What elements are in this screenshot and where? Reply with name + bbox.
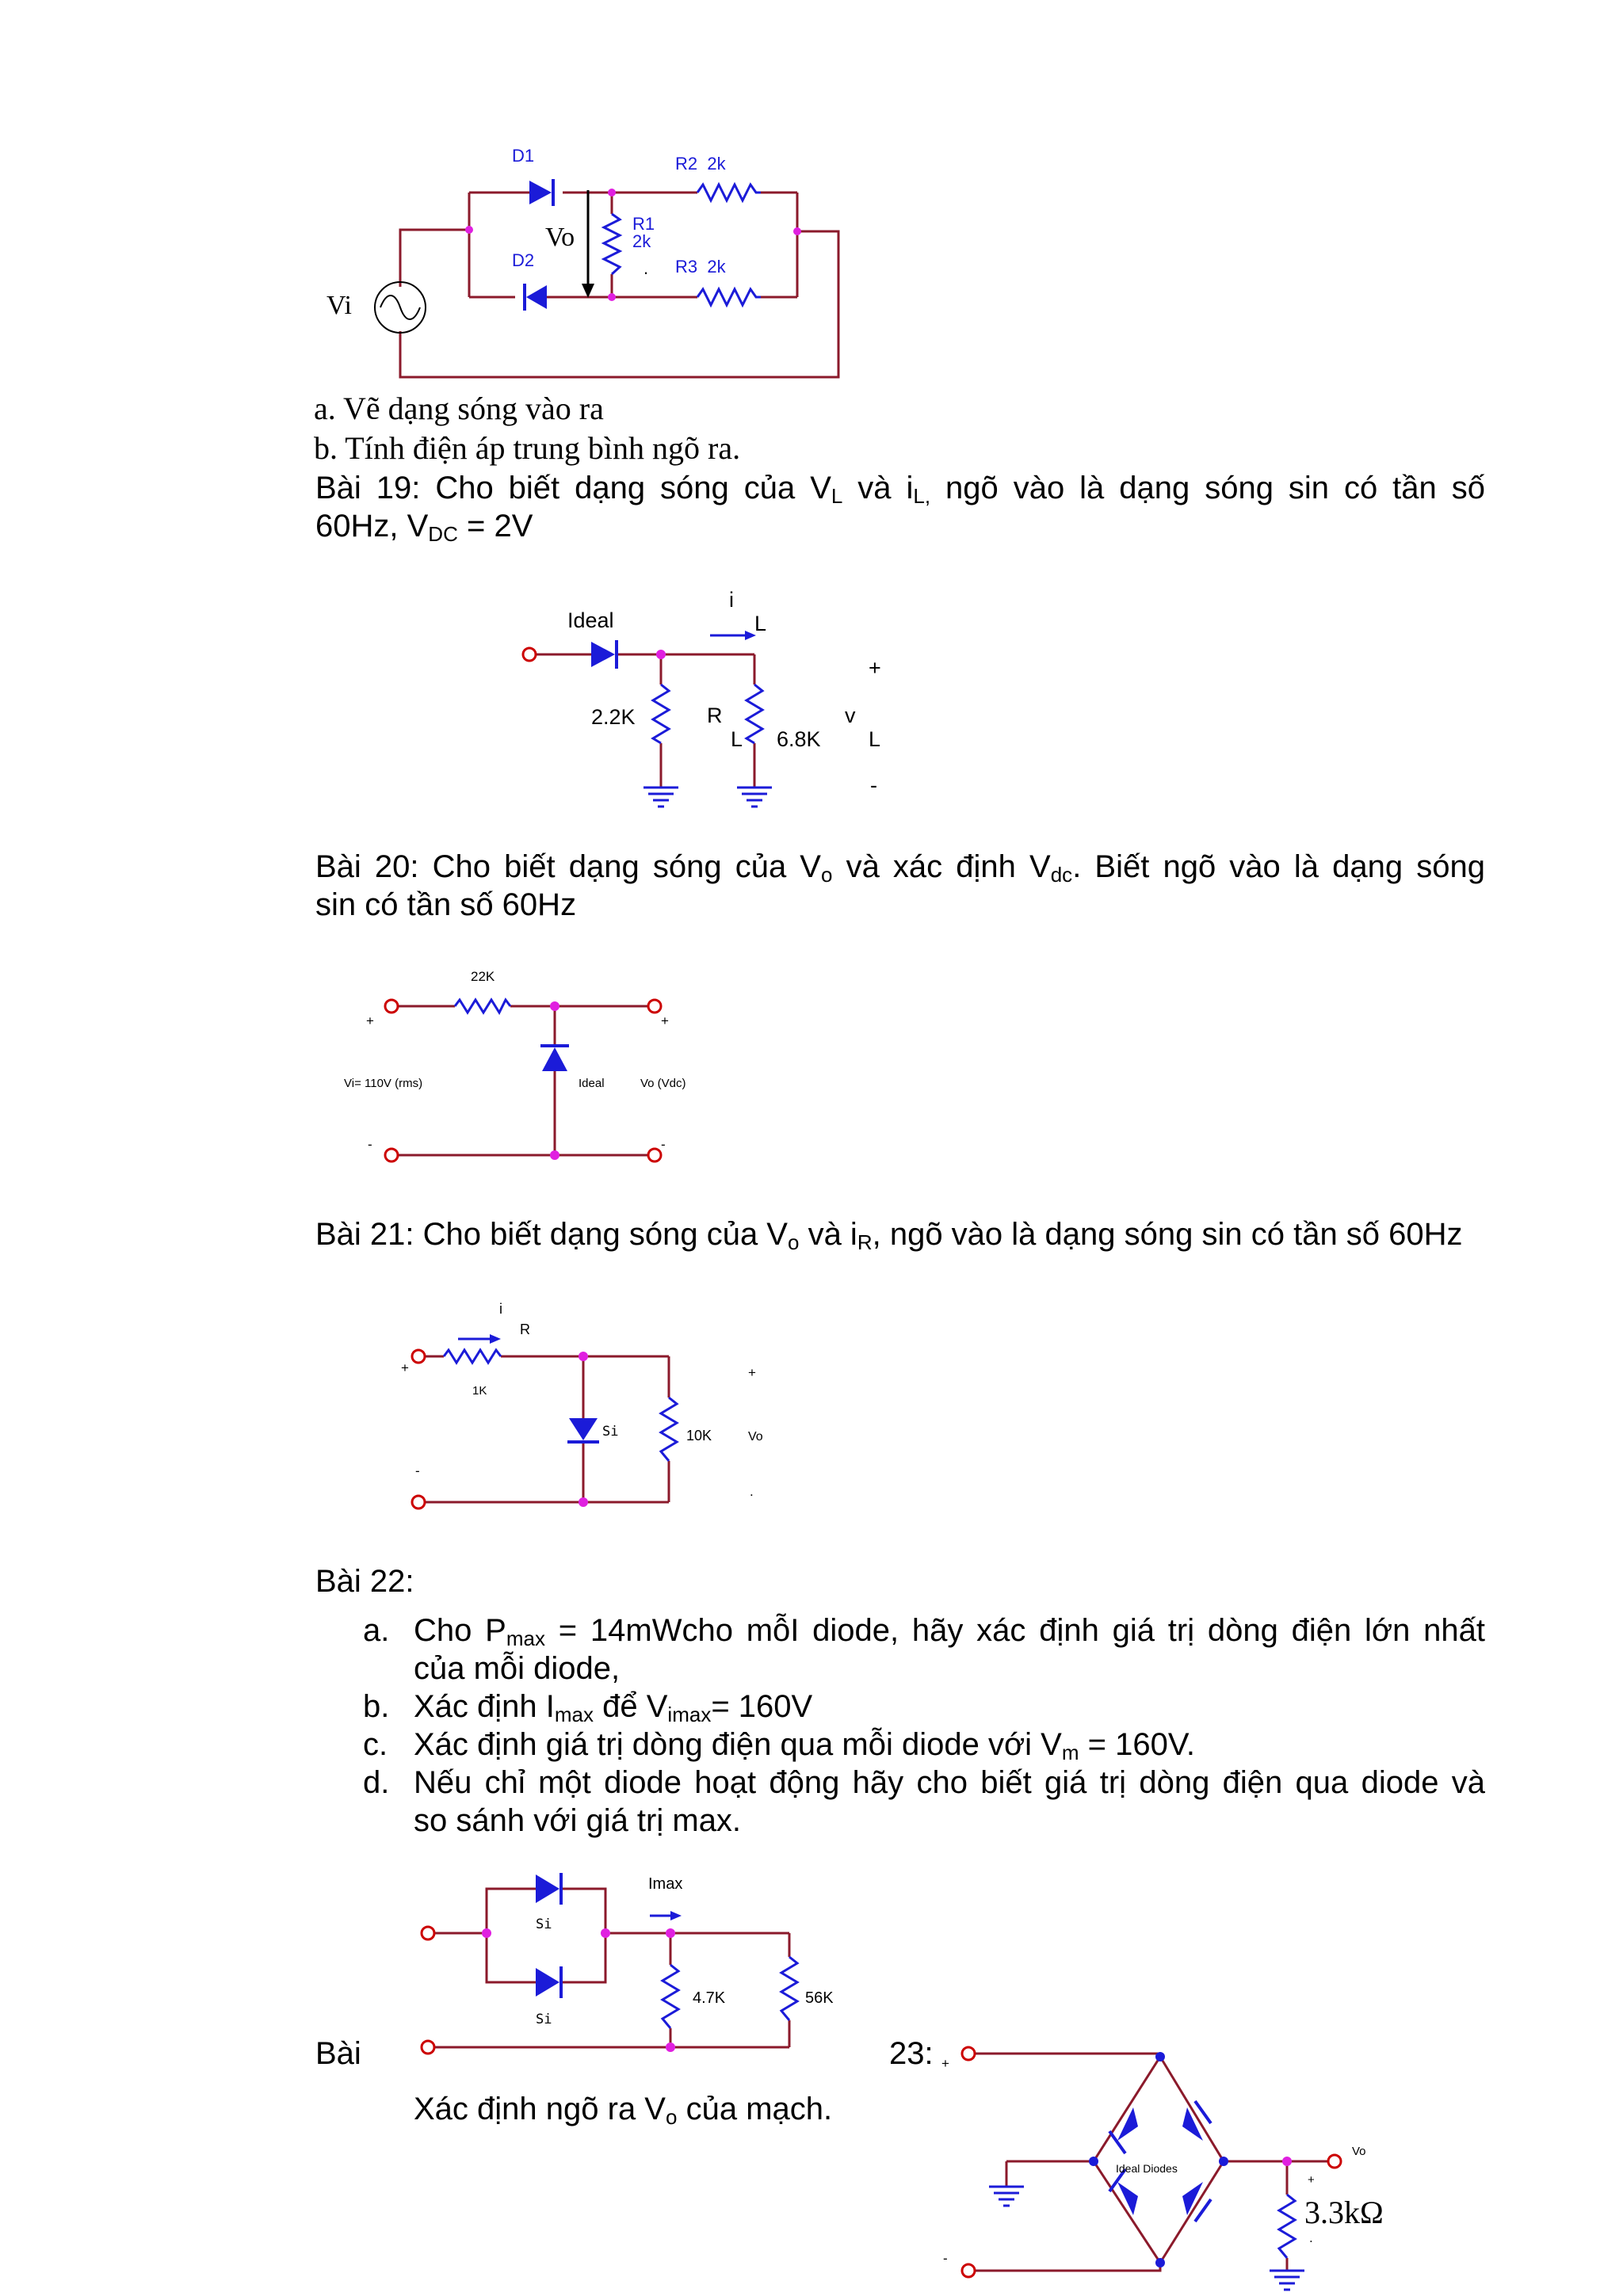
imax-label: Imax — [648, 1875, 683, 1893]
d1-label: D1 — [512, 146, 535, 166]
il-l-label: L — [754, 612, 767, 635]
ideal-label: Ideal — [567, 608, 614, 632]
r1-dot: . — [643, 258, 649, 278]
bai19-line1: Bài 19: Cho biết dạng sóng của $V_L$ và $i_{L,}$ ngõ vào là dạng sóng sin có tần số — [315, 471, 1485, 508]
d2-label: D2 — [512, 250, 535, 270]
bai22-item-a-label: a. — [363, 1613, 390, 1648]
il-i-label: i — [729, 588, 734, 612]
ir-r-label: R — [520, 1322, 530, 1337]
bai22-item-c: Xác định giá trị dòng điện qua mỗi diode với $V_m = 160V$. — [414, 1727, 1195, 1764]
bai23-text: Xác định ngõ ra $V_o$ của mạch. — [414, 2092, 833, 2129]
bai22-item-d: Nếu chỉ một diode hoạt động hãy cho biết giá trị dòng điện qua diode và — [414, 1765, 1485, 1800]
bridge-diode-icon-1 — [1117, 2107, 1138, 2141]
bai20-line2: sin có tần số 60Hz — [315, 887, 577, 922]
r2-label: R2 2k — [675, 154, 726, 174]
bai23-out-dot: . — [1309, 2230, 1313, 2245]
bridge-diode-icon-3 — [1117, 2182, 1138, 2215]
vl-plus: + — [869, 656, 881, 680]
bai22-item-d-label: d. — [363, 1765, 390, 1800]
out-dot: . — [750, 1484, 754, 1499]
vl-minus: - — [870, 773, 877, 797]
in-plus-2: + — [401, 1360, 409, 1375]
r1-label: R1 — [632, 214, 655, 234]
bai19-line2: 60Hz, $V_{DC} = 2V$ — [315, 509, 533, 546]
bai22-title: Bài 22: — [315, 1564, 414, 1599]
r1-value: 2k — [632, 231, 651, 251]
in-minus-2: - — [415, 1463, 420, 1478]
r1k-label: 1K — [472, 1384, 487, 1398]
out-plus-2: + — [748, 1365, 756, 1380]
in-minus: - — [368, 1137, 372, 1152]
out-plus: + — [661, 1013, 669, 1028]
bai22-item-a: Cho $P_{max}$ = 14mWcho mỗI diode, hãy xác định giá trị dòng điện lớn nhất — [414, 1613, 1485, 1650]
ideal-label-2: Ideal — [579, 1077, 605, 1090]
bai22-item-b-label: b. — [363, 1689, 390, 1724]
vi-rms-label: Vi= 110V (rms) — [344, 1077, 423, 1090]
circuit1-text-a: a. Vẽ dạng sóng vào ra — [314, 391, 604, 426]
out-minus: - — [661, 1137, 666, 1152]
bai22-item-a-line2: của mỗi diode, — [414, 1651, 621, 1686]
in-plus: + — [366, 1013, 374, 1028]
ir-i-label: i — [499, 1301, 502, 1317]
rl-l-label: L — [731, 727, 743, 751]
vl-v-label: v — [845, 704, 856, 727]
bai22-item-c-label: c. — [363, 1727, 388, 1762]
si-label: Si — [602, 1424, 619, 1440]
bai23-minus: - — [943, 2251, 948, 2266]
vl-l-label: L — [869, 727, 881, 751]
vo-label-2: Vo — [748, 1430, 763, 1444]
si-label-2: Si — [536, 2012, 552, 2027]
r22-label: 2.2K — [591, 705, 636, 729]
r10k-label: 10K — [686, 1428, 712, 1444]
vo-vdc-label: Vo (Vdc) — [640, 1077, 686, 1090]
bai20-line1: Bài 20: Cho biết dạng sóng của $V_o$ và xác định $V_{dc}$. Biết ngõ vào là dạng sóng — [315, 849, 1485, 887]
r68-label: 6.8K — [777, 727, 821, 751]
bai23-plus: + — [941, 2056, 949, 2071]
bai23-r-label: 3.3kΩ — [1304, 2195, 1384, 2230]
ideal-diodes-label: Ideal Diodes — [1116, 2162, 1178, 2175]
rl-r-label: R — [707, 704, 723, 727]
vo-label: Vo — [545, 223, 575, 252]
circuit1-text-b: b. Tính điện áp trung bình ngõ ra. — [314, 430, 741, 466]
bai22-item-d-line2: so sánh với giá trị max. — [414, 1803, 742, 1838]
si-label-1: Si — [536, 1917, 552, 1932]
bai21-line1: Bài 21: Cho biết dạng sóng của $V_o$ và $i_R$, ngõ vào là dạng sóng sin có tần số 60Hz — [315, 1217, 1463, 1254]
r56k-label: 56K — [805, 1989, 834, 2007]
r3-label: R3 2k — [675, 257, 726, 277]
r22k-label: 22K — [471, 969, 495, 984]
bai23-out-plus: + — [1308, 2173, 1315, 2187]
bai23-vo-label: Vo — [1352, 2145, 1366, 2158]
bai23-number: 23: — [889, 2036, 934, 2071]
bai23-word: Bài — [315, 2036, 361, 2071]
bai22-item-b: Xác định $I_{max}$ để $V_{imax}= 160V$ — [414, 1689, 813, 1726]
vi-label: Vi — [327, 291, 352, 320]
r47k-label: 4.7K — [693, 1989, 726, 2007]
